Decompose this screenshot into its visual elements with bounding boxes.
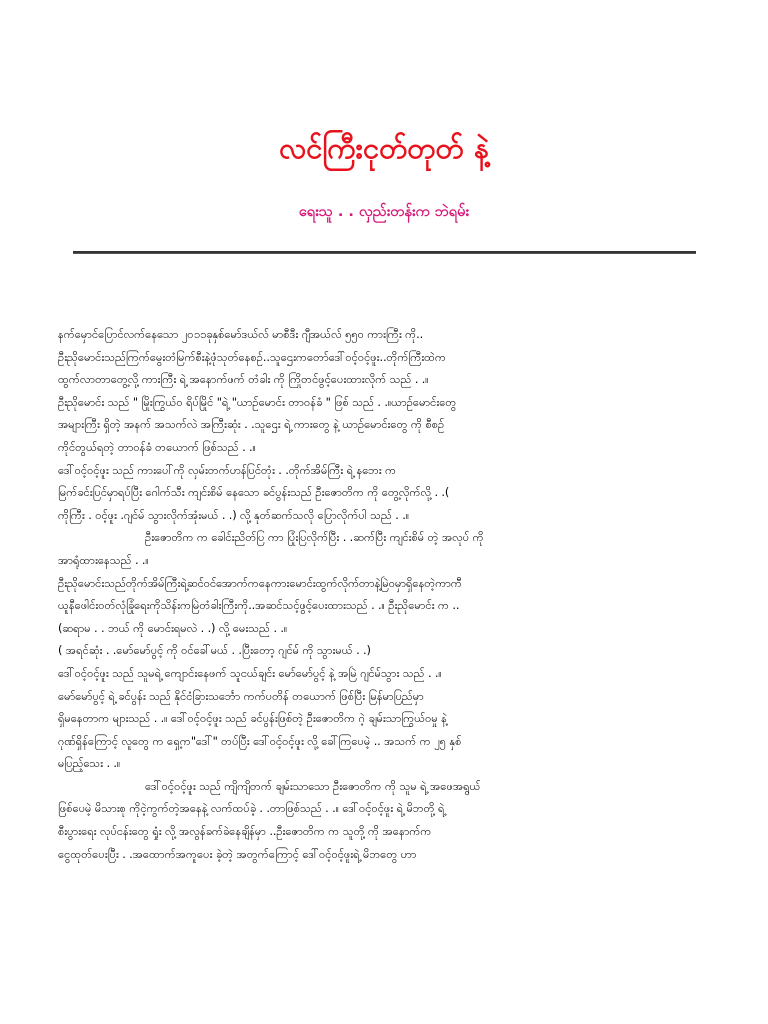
paragraph-line: ဦးညိုမောင်းသည်တိုက်အိမ်ကြီးရဲ့ဆင်ဝင်အောက်ကနေကားမောင်းထွက်လိုက်တာနဲ့မြဲဝမှာရှိနေတဲ့ကာကီ <box>58 575 462 590</box>
paragraph-line: ထွက်လာတာတွေ့လို့ ကားကြီး ရဲ့ အနောက်ဖက် တံခါး ကို ကြိုတင်ဖွင့်ပေးထားလိုက် သည် . .။ <box>58 372 429 387</box>
paragraph-line: ကိုင်တွယ်ရတဲ့ တာဝန်ခံ တယောက် ဖြစ်သည် . .။ <box>58 439 256 454</box>
author-byline: ရေးသူ . . လှည်းတန်းက ဘဲရမ်း <box>298 204 470 220</box>
horizontal-rule <box>73 251 696 254</box>
paragraph-line: ဦးဇောတိက က ခေါင်းညိတ်ပြ ကာ ပြုံးပြလိုက်ပြီး . .ဆက်ပြီး ကျင်းစိမ် တဲ့ အလုပ် ကို <box>145 530 484 545</box>
paragraph-line: ဦးညိုမောင်း သည် " မြိုးကြွယ်ဝ ရိပ်မြိုင် "ရဲ့ "ယာဉ်မောင်း တာဝန်ခံ " ဖြစ် သည် . .။ယာဉ်မောင်းတွေ <box>58 394 457 409</box>
paragraph-line: ရှိမနေတာက များသည် . .။ ဒေါ်ဝင့်ဝင့်ဖူး သည် ခင်ပွန်းဖြစ်တဲ့ ဦးဇောတိက ဂဲ့ ချမ်းသာကြွယ်ဝမှု နဲ့ <box>58 711 447 726</box>
paragraph-line: ဦးညိုမောင်းသည်ကြက်မွေးတံမြက်စီးနဲ့ဖုံသုတ်နေစဉ်..သူဌေးကတော်ဒေါ်ဝင့်ဝင့်ဖူး..တိုက်ကြီးထဲက <box>58 349 447 364</box>
paragraph-line: ဒေါ်ဝင့်ဝင့်ဖူး သည် သူမရဲ့ ကျောင်းနေဖက် သူငယ်ချင်း မော်မော်ပွင့် နဲ့ အမြဲ ဂျင်မ်သွား သည် . .။ <box>58 665 442 680</box>
paragraph-line: ကိုကြီး . ဝင့်ဖူး .ဂျင်မ် သွားလိုက်အုံးမယ် . .) လို့ နုတ်ဆက်သလို ပြောလိုက်ပါ သည် . .။ <box>58 507 410 522</box>
paragraph-line: မြက်ခင်းပြင်မှာရပ်ပြီး ဂေါက်သီး ကျင်းစိမ် နေသော ခင်ပွန်းသည် ဦးဇောတိက ကို တွေ့လိုက်လို့ . .( <box>58 485 450 500</box>
document-title: လင်ကြီးငုတ်တုတ် နဲ့ <box>279 131 489 165</box>
paragraph-line: နက်မှောင်ပြောင်လက်နေသော ၂၀၁၁ခုနှစ်မော်ဒယ်လ် မာစီဒီး ဂျီအယ်လ် ၅၅၀ ကားကြီး ကို.. <box>58 327 424 341</box>
document-body <box>58 323 704 865</box>
paragraph-line: မပြည့်သေး . .။ <box>58 756 121 771</box>
paragraph-line: အများကြီး ရှိတဲ့ အနက် အသက်လဲ အကြီးဆုံး . .သူဌေး ရဲ့ ကားတွေ နဲ့ ယာဉ်မောင်းတွေ ကို စီစဉ် <box>58 417 445 432</box>
paragraph-line: ဖြစ်ပေမဲ့ မိသားစု ကိုငဲ့ကွက်တဲ့အနေနဲ့ လက်ထပ်ခဲ့ . .တာဖြစ်သည် . .။ ဒေါ်ဝင့်ဝင့်ဖူး ရဲ့ မိဘတို့ ရဲ့ <box>58 801 445 816</box>
paragraph-line: ( အရင်ဆုံး . .မော်မော်ပွင့် ကို ဝင်ခေါ်မယ် . .ပြီးတော့ ဂျင်မ် ကို သွားမယ် . .) <box>58 643 371 658</box>
paragraph-line: စီးပွားရေး လုပ်ငန်းတွေ ရှုံး လို့ အလွန်ခက်ခဲနေချိန်မှာ ..ဦးဇောတိက က သူတို့ ကို အနောက်က <box>58 824 432 839</box>
paragraph-line: ယူနီဖေါင်းဝတ်လုံခြုံရေးကိုသိန်းကမြဲတံခါးကြီးကို..အဆင်သင့်ဖွင့်ပေးထားသည် . .။ ဦးညိုမောင်း က .. <box>58 598 460 613</box>
paragraph-line: မော်မော်ပွင့် ရဲ့ ခင်ပွန်း သည် နိုင်ငံခြားသင်္ဘော ကက်ပတိန် တယောက် ဖြစ်ပြီး မြန်မာပြည်မှာ <box>58 688 424 703</box>
paragraph-line: အာရုံထားနေသည် . .။ <box>58 552 149 567</box>
paragraph-line: ငွေထုတ်ပေးပြီး . .အထောက်အကူပေး ခဲ့တဲ့ အတွက်ကြောင့် ဒေါ်ဝင့်ဝင့်ဖူးရဲ့ မိဘတွေ ဟာ <box>58 846 417 861</box>
paragraph-line: ဒေါ်ဝင့်ဝင့်ဖူး သည် ကျိကျိတက် ချမ်းသာသော ဦးဇောတိက ကို သူမ ရဲ့ အဖေအရွယ် <box>145 778 481 793</box>
paragraph-line: ဂုဏ်ရှိန်ကြောင့် လူတွေ က ရှေ့က"ဒေါ်" တပ်ပြီး ဒေါ်ဝင့်ဝင့်ဖူး လို့ ခေါ်ကြပေမဲ့ .. အသက် က ၂၅ နှစ် <box>58 733 462 748</box>
paragraph-line: ဒေါ်ဝင့်ဝင့်ဖူး သည် ကားပေါ်ကို လှမ်းတက်ဟန်ပြင်တုံး . .တိုက်အိမ်ကြီး ရဲ့ နဘေး က <box>58 462 397 477</box>
paragraph-line: (ဆရာမ . . ဘယ် ကို မောင်းရမလဲ . .) လို့ မေးသည် . .။ <box>58 620 288 635</box>
